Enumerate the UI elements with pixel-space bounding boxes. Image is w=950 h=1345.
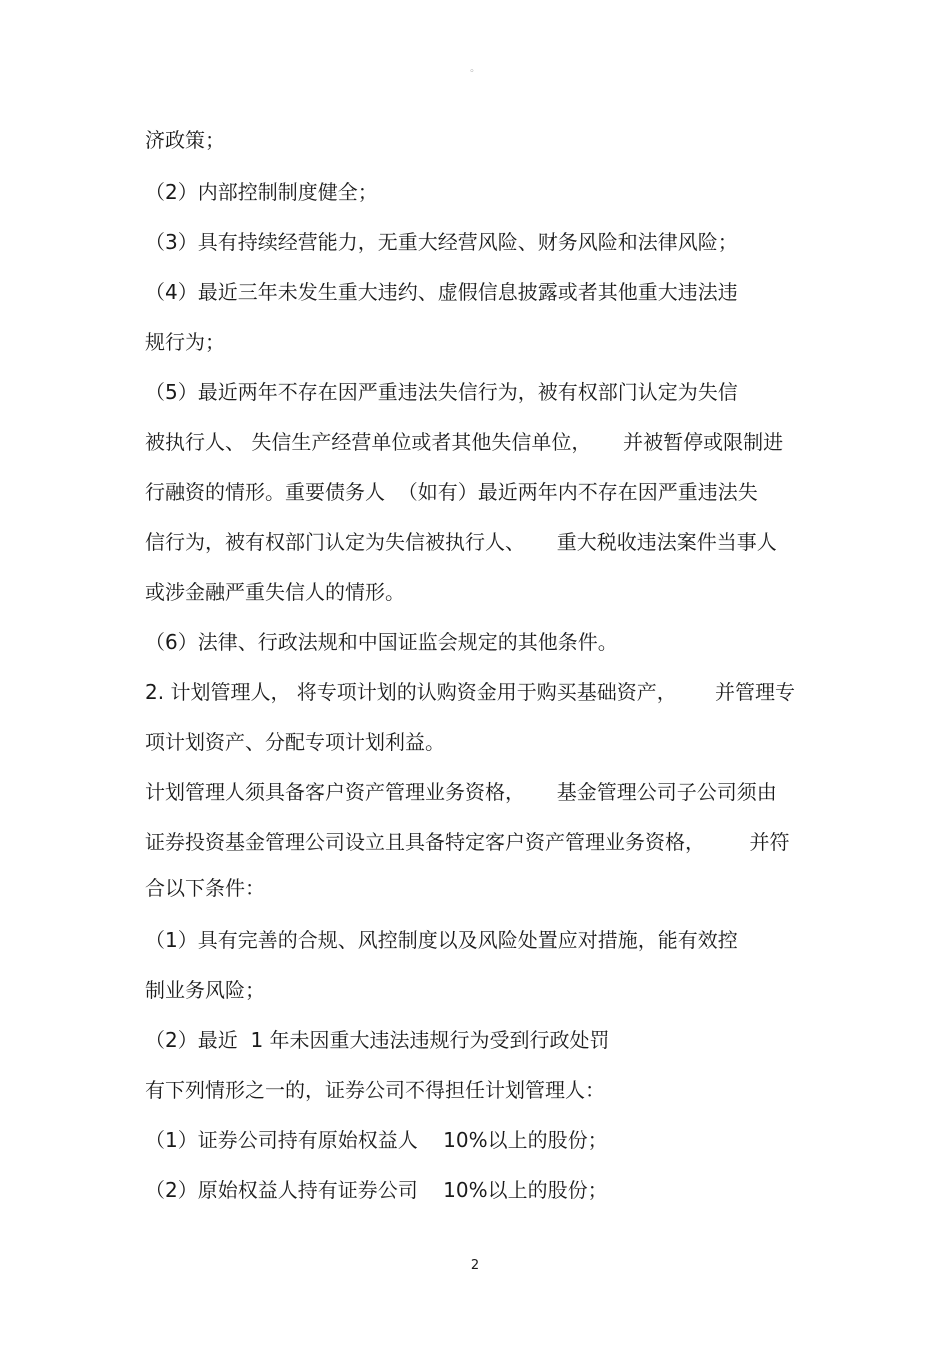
text-line: 合以下条件： [145,876,265,900]
text-line: （4）最近三年未发生重大违约、虚假信息披露或者其他重大违法违 [145,280,738,304]
text-line: 规行为； [145,330,225,354]
text-line: 或涉金融严重失信人的情形。 [145,580,405,604]
text-line: （1）证券公司持有原始权益人 10%以上的股份； [145,1128,608,1152]
text-line: 被执行人、 失信生产经营单位或者其他失信单位， 并被暂停或限制进 [145,430,784,454]
page-number: 2 [470,1258,480,1273]
text-line: （2）内部控制制度健全； [145,180,378,204]
text-line: （5）最近两年不存在因严重违法失信行为，被有权部门认定为失信 [145,380,738,404]
text-line: （2）最近 1 年未因重大违法违规行为受到行政处罚 [145,1028,610,1052]
text-line: 制业务风险； [145,978,265,1002]
text-line: 济政策； [145,128,225,152]
header-mark: ◦ [469,67,475,77]
text-line: 行融资的情形。重要债务人 （如有）最近两年内不存在因严重违法失 [145,480,758,504]
text-line: 2. 计划管理人， 将专项计划的认购资金用于购买基础资产， 并管理专 [145,680,795,704]
text-line: 项计划资产、分配专项计划利益。 [145,730,445,754]
text-line: 有下列情形之一的，证券公司不得担任计划管理人： [145,1078,605,1102]
text-line: （6）法律、行政法规和中国证监会规定的其他条件。 [145,630,618,654]
text-line: （2）原始权益人持有证券公司 10%以上的股份； [145,1178,608,1202]
text-line: 信行为，被有权部门认定为失信被执行人、 重大税收违法案件当事人 [145,530,777,554]
text-line: （1）具有完善的合规、风控制度以及风险处置应对措施，能有效控 [145,928,738,952]
text-line: 证券投资基金管理公司设立且具备特定客户资产管理业务资格， 并符 [145,830,790,854]
text-line: （3）具有持续经营能力，无重大经营风险、财务风险和法律风险； [145,230,738,254]
text-line: 计划管理人须具备客户资产管理业务资格， 基金管理公司子公司须由 [145,780,777,804]
